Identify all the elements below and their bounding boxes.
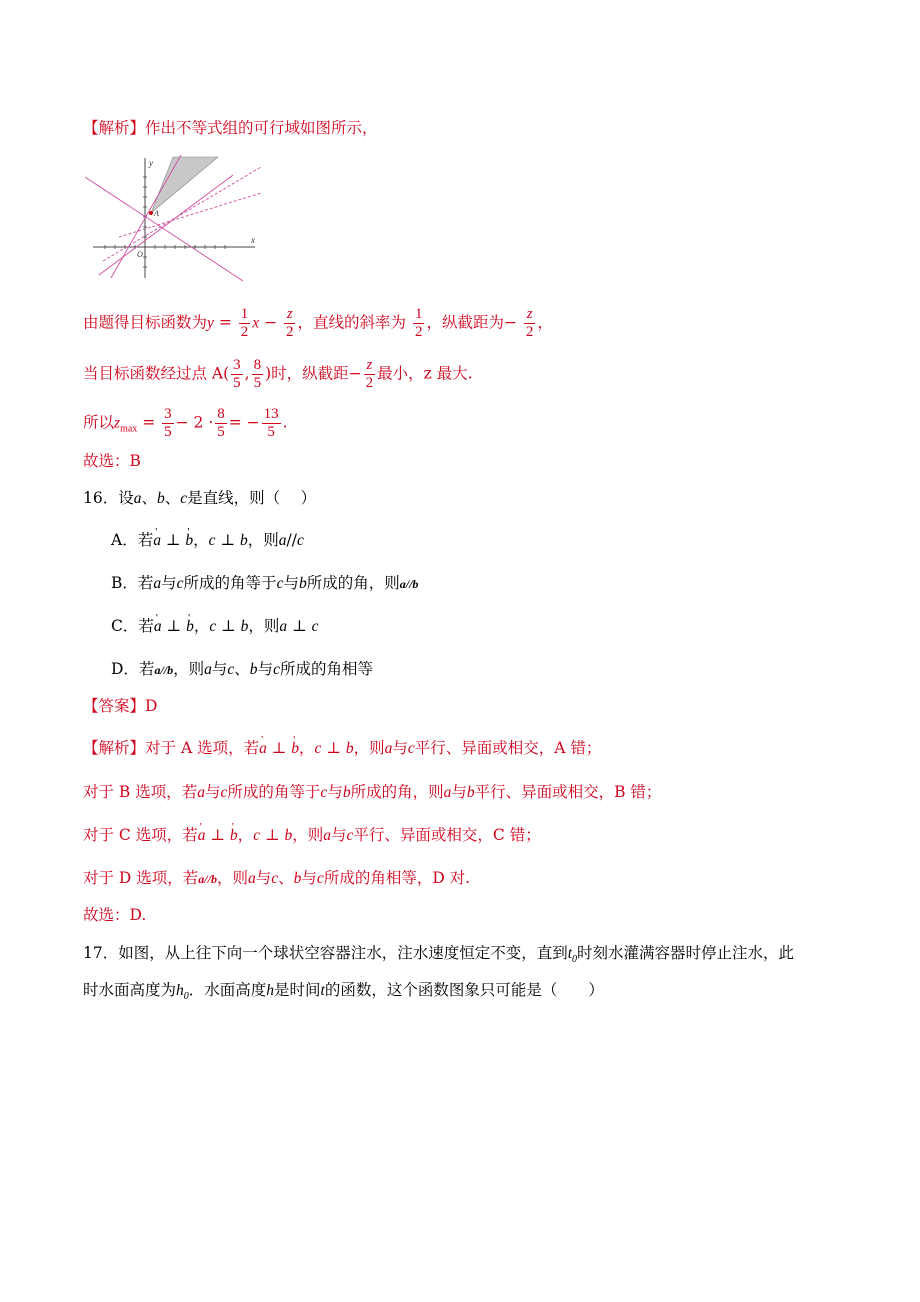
q15-line3: 所以$z_{max}$ = $\frac{3}{5}$ − 2 · $\frac{8}{5}$ = − $\frac{13}{5}$ . (83, 406, 288, 440)
q16-option-a: A．若' a ⊥ ' b，c ⊥ b，则a//c (111, 530, 304, 551)
feasible-region-figure (83, 153, 263, 283)
q17-line2: 时水面高度为$h_0$．水面高度h是时间t的函数，这个函数图象只可能是（ ） (83, 981, 604, 1002)
y-axis-label: y (149, 158, 153, 168)
q15-line1: 由题得目标函数为y = $\frac{1}{2}$ x − $\frac{z}{2}$ ，直线的斜率为 $\frac{1}{2}$ ，纵截距为− $\frac{z}{2}$ ， (83, 306, 553, 340)
q16-answer: 【答案】D (83, 697, 158, 715)
q15-analysis-line (83, 118, 378, 138)
q16-option-b: B．若a与c所成的角等于c与b所成的角，则a//b (111, 574, 419, 592)
q16-analysis-d: 对于 D 选项，若a//b，则a与c、b与c所成的角相等，D 对. (83, 869, 471, 887)
q16-option-d: D．若a//b，则a与c、b与c所成的角相等 (111, 660, 373, 678)
point-a-marker (149, 211, 153, 215)
q16-option-c: C．若' a ⊥ ' b，c ⊥ b，则a ⊥ c (111, 616, 319, 637)
x-axis-label: x (251, 235, 255, 245)
q16-stem: 16．设a、b、c是直线，则（ ） (83, 489, 317, 507)
q17-line1: 17．如图，从上往下向一个球状空容器注水，注水速度恒定不变，直到$t_0$时刻水灌满容器时停止注水，此 (83, 944, 795, 965)
q16-analysis-b: 对于 B 选项，若a与c所成的角等于c与b所成的角，则a与b平行、异面或相交，B 错； (83, 783, 662, 801)
point-a-label: A (154, 209, 159, 218)
q16-analysis-a: 【解析】对于 A 选项，若' a ⊥ ' b，c ⊥ b，则a与c平行、异面或相交，A 错； (83, 738, 601, 759)
feasible-region (151, 157, 218, 213)
q15-line2: 当目标函数经过点 A( $\frac{3}{5}$ , $\frac{8}{5}$ )时，纵截距− $\frac{z}{2}$ 最小，z 最大. (83, 357, 473, 391)
q16-conclusion: 故选：D. (83, 906, 147, 924)
origin-label: O (137, 250, 143, 259)
analysis-tag: 【解析】 (83, 119, 146, 137)
q16-analysis-c: 对于 C 选项，若' a ⊥ ' b，c ⊥ b，则a与c平行、异面或相交，C 错； (83, 825, 541, 846)
q15-conclusion: 故选：B (83, 452, 141, 470)
boundary-line-2 (111, 155, 181, 278)
analysis-text: 作出不等式组的可行域如图所示， (145, 119, 378, 137)
objective-line-2 (119, 193, 261, 237)
